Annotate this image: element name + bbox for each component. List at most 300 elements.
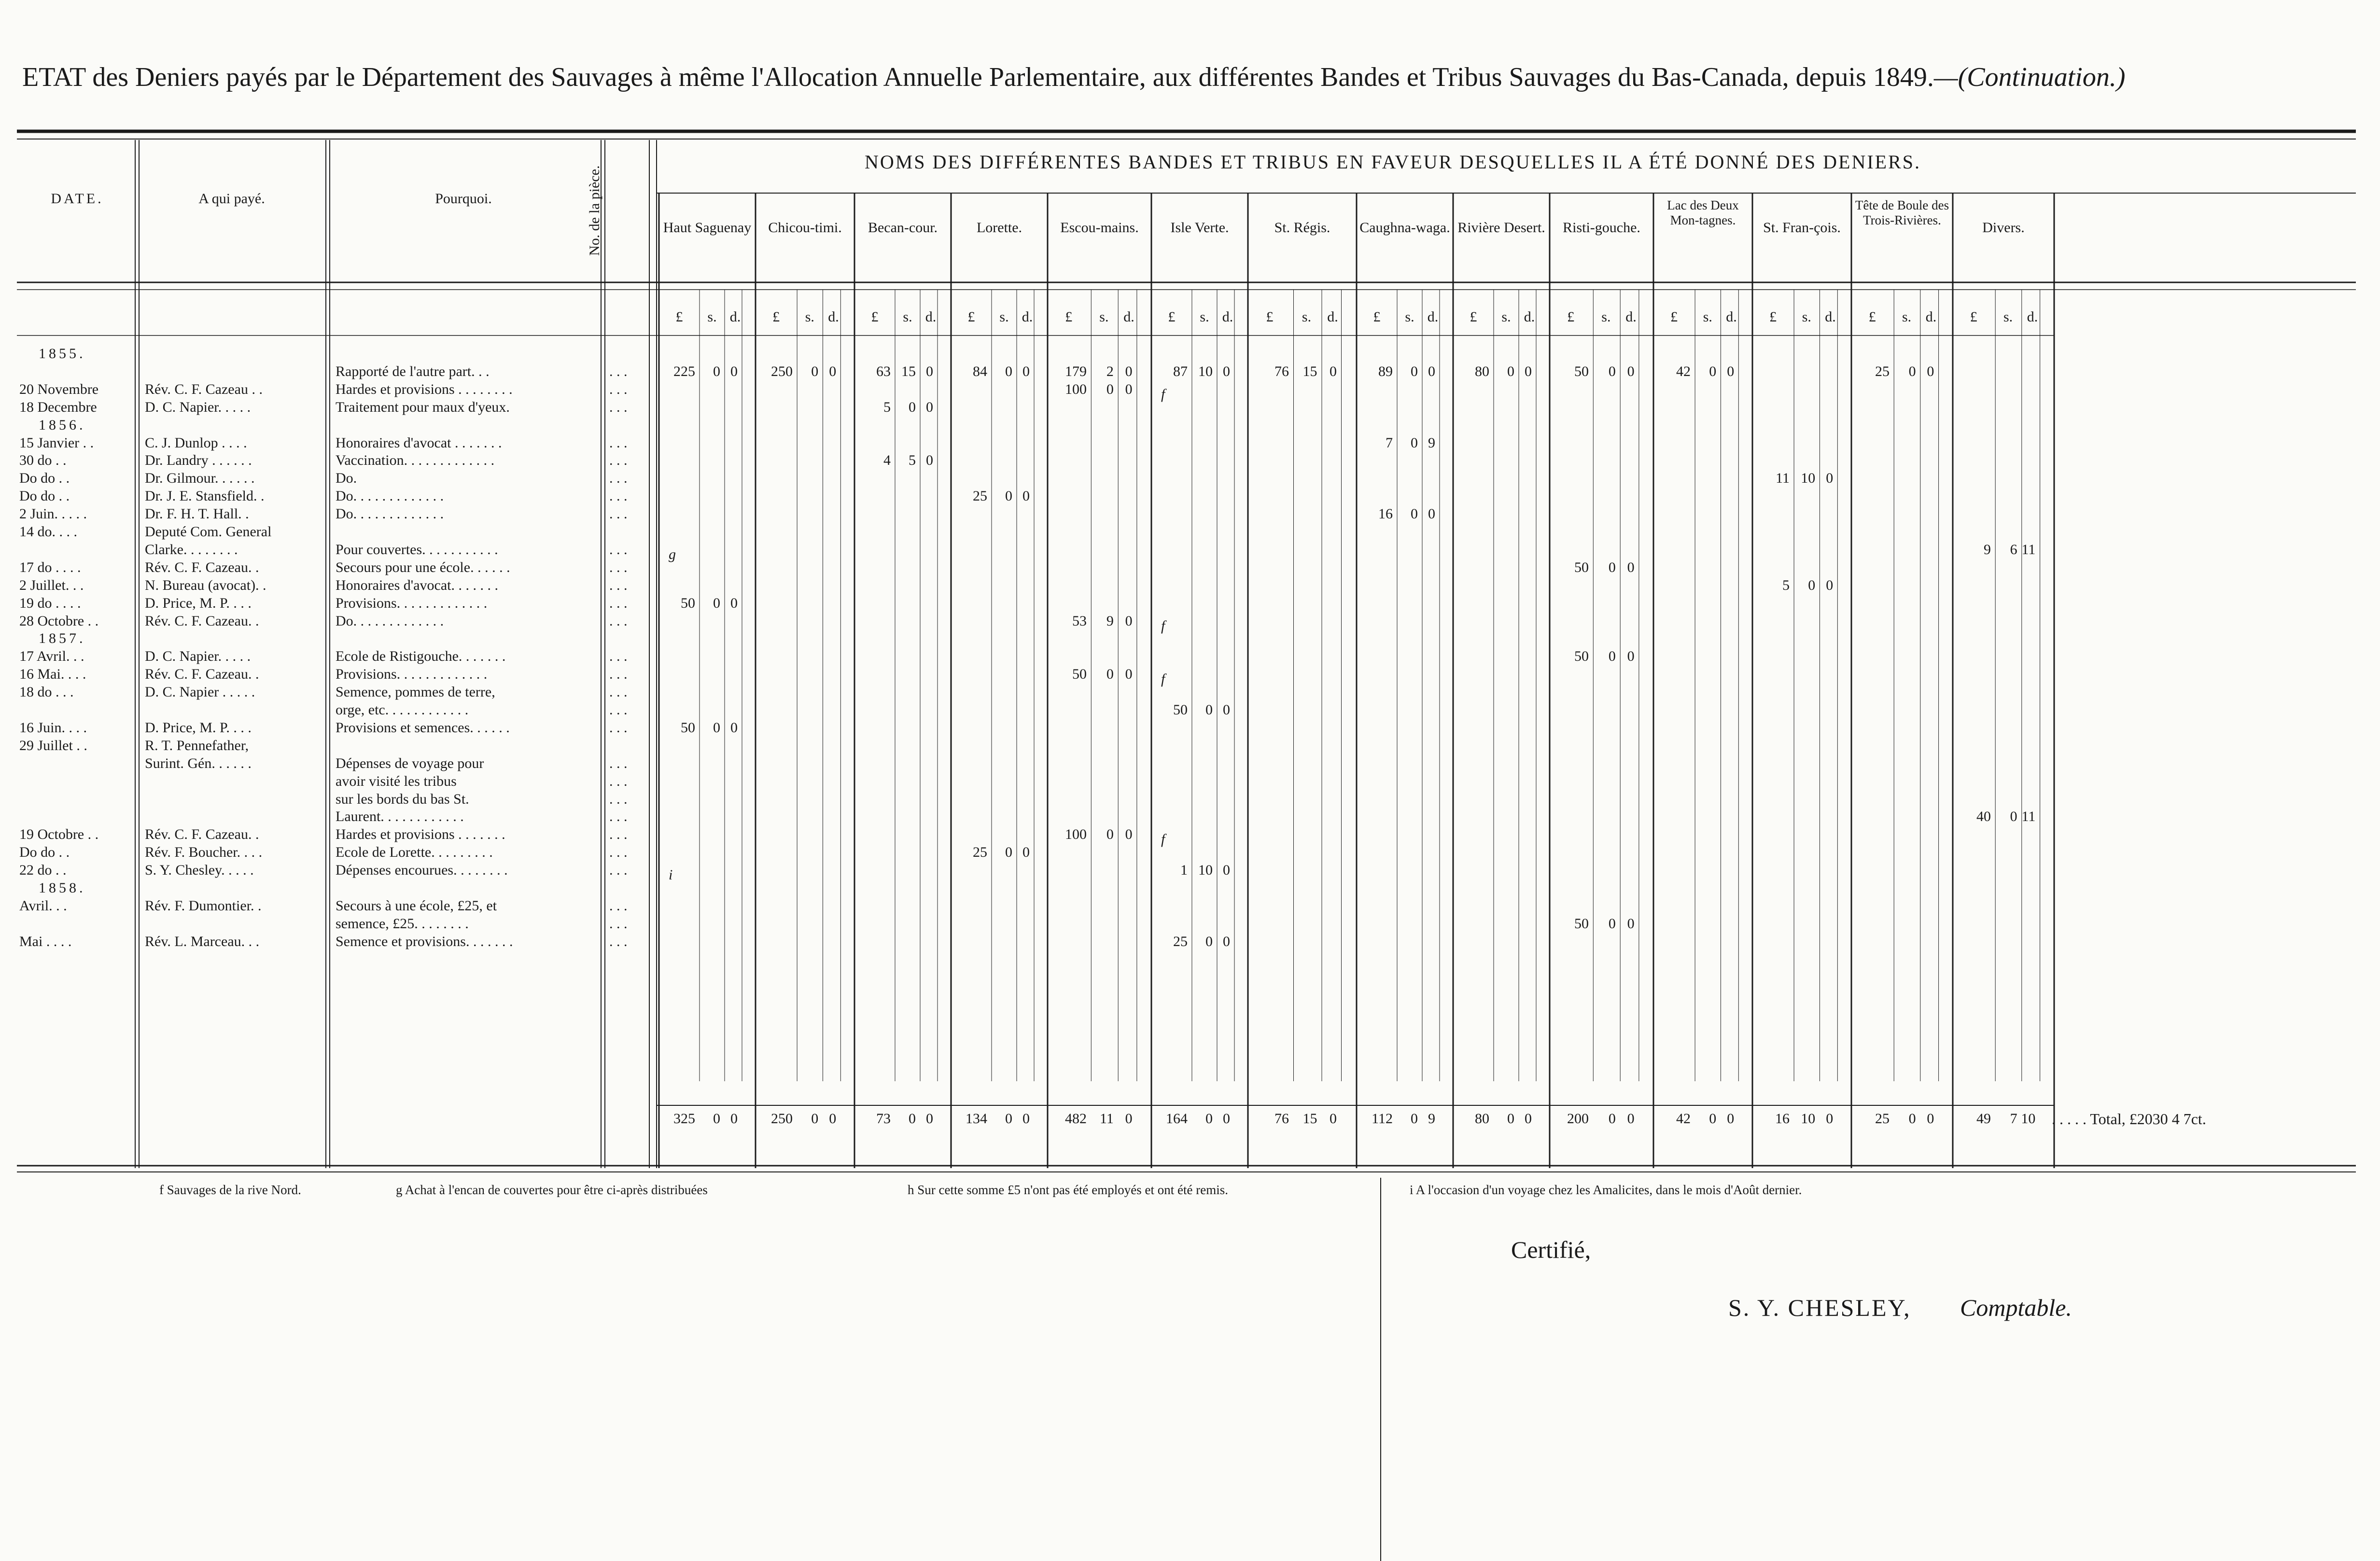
purpose-cell: Provisions et semences. . . . . . — [336, 719, 510, 736]
total-cell: 9 — [1428, 1111, 1435, 1127]
amount-cell: 50 — [1574, 559, 1589, 575]
unit-label: s. — [1501, 309, 1511, 325]
total-cell: 16 — [1775, 1111, 1790, 1127]
total-cell: 134 — [966, 1111, 987, 1127]
total-cell: 0 — [1525, 1111, 1532, 1127]
footnote: h Sur cette somme £5 n'ont pas été employés et ont été remis. — [908, 1183, 1228, 1197]
unit-label: s. — [1802, 309, 1811, 325]
tribes-group-title: NOMS DES DIFFÉRENTES BANDES ET TRIBUS EN FAVEUR DESQUELLES IL A ÉTÉ DONNÉ DES DENIERS. — [864, 151, 1921, 173]
amount-cell: 0 — [1627, 559, 1635, 575]
amount-cell: 0 — [1223, 933, 1230, 949]
purpose-cell: Hardes et provisions . . . . . . . . — [336, 381, 513, 397]
unit-label: £ — [1266, 309, 1274, 325]
tribe-header: Isle Verte. — [1170, 220, 1229, 236]
piece-number-cell: . . . — [609, 470, 628, 487]
amount-cell: 15 — [1302, 363, 1317, 379]
piece-number-cell: . . . — [609, 381, 628, 397]
amount-cell: 50 — [681, 719, 695, 736]
purpose-cell: Traitement pour maux d'yeux. — [336, 399, 510, 415]
amount-cell: 10 — [1801, 470, 1816, 487]
amount-cell: 0 — [1125, 826, 1133, 843]
total-cell: 0 — [1330, 1111, 1337, 1127]
unit-label: d. — [925, 309, 937, 325]
amount-cell: 0 — [1428, 506, 1435, 522]
amount-cell: 0 — [1808, 577, 1816, 593]
paid-to-cell: D. C. Napier. . . . . — [145, 648, 251, 665]
piece-number-cell: . . . — [609, 613, 628, 629]
amount-cell: 0 — [1627, 363, 1635, 379]
total-cell: 10 — [1801, 1111, 1816, 1127]
unit-label: d. — [1327, 309, 1338, 325]
paid-to-cell: D. C. Napier . . . . . — [145, 684, 255, 700]
purpose-cell: sur les bords du bas St. — [336, 791, 469, 807]
paid-to-cell: Rév. L. Marceau. . . — [145, 933, 260, 949]
date-cell: 2 Juillet. . . — [19, 577, 84, 593]
amount-cell: 0 — [730, 719, 738, 736]
total-cell: 42 — [1676, 1111, 1691, 1127]
amount-cell: 0 — [713, 363, 720, 379]
purpose-cell: avoir visité les tribus — [336, 773, 457, 789]
date-cell: 14 do. . . . — [19, 524, 77, 540]
amount-cell: 15 — [901, 363, 916, 379]
total-cell: 76 — [1274, 1111, 1289, 1127]
total-cell: 0 — [1608, 1111, 1616, 1127]
unit-label: s. — [1099, 309, 1109, 325]
amount-cell: 9 — [1984, 541, 1991, 558]
piece-number-cell: . . . — [609, 363, 628, 379]
purpose-cell: Ecole de Lorette. . . . . . . . . — [336, 844, 493, 861]
paid-to-cell: Rév. C. F. Cazeau. . — [145, 666, 259, 683]
amount-cell: 179 — [1065, 363, 1087, 379]
paid-to-cell: Dr. F. H. T. Hall. . — [145, 506, 249, 522]
tribe-header: Tête de Boule des Trois-Rivières. — [1855, 198, 1949, 228]
amount-cell: 25 — [973, 844, 987, 861]
amount-cell: 10 — [1198, 363, 1213, 379]
paid-to-header: A qui payé. — [198, 191, 265, 207]
piece-number-cell: . . . — [609, 666, 628, 683]
amount-cell: 0 — [1205, 702, 1213, 718]
unit-label: s. — [999, 309, 1009, 325]
amount-cell: 0 — [1005, 844, 1012, 861]
amount-cell: 0 — [730, 595, 738, 611]
purpose-header: Pourquoi. — [435, 191, 492, 207]
unit-label: £ — [1168, 309, 1176, 325]
total-cell: 73 — [876, 1111, 891, 1127]
paid-to-cell: Dr. J. E. Stansfield. . — [145, 488, 265, 504]
amount-cell: 87 — [1173, 363, 1188, 379]
unit-label: £ — [1567, 309, 1575, 325]
purpose-cell: Do. — [336, 470, 357, 487]
total-cell: 0 — [1022, 1111, 1030, 1127]
purpose-cell: orge, etc. . . . . . . . . . . . — [336, 702, 469, 718]
amount-cell: 0 — [1608, 363, 1616, 379]
date-cell: 16 Mai. . . . — [19, 666, 86, 683]
unit-label: s. — [1405, 309, 1414, 325]
amount-cell: 0 — [1125, 381, 1133, 397]
amount-cell: 0 — [829, 363, 837, 379]
amount-cell: 0 — [713, 719, 720, 736]
paid-to-cell: Deputé Com. General — [145, 524, 272, 540]
amount-cell: 0 — [1223, 862, 1230, 878]
date-cell: 19 do . . . . — [19, 595, 81, 611]
purpose-cell: Dépenses de voyage pour — [336, 755, 484, 771]
tribe-header: Becan-cour. — [868, 220, 938, 236]
signatory-role: Comptable. — [1960, 1294, 2072, 1321]
amount-cell: 63 — [876, 363, 891, 379]
purpose-cell: Dépenses encourues. . . . . . . . — [336, 862, 508, 878]
amount-cell: 2 — [1106, 363, 1114, 379]
total-cell: 0 — [811, 1111, 819, 1127]
paid-to-cell: D. Price, M. P. . . . — [145, 719, 252, 736]
total-cell: 25 — [1875, 1111, 1890, 1127]
piece-number-header: No. de la pièce. — [587, 165, 602, 256]
piece-number-cell: . . . — [609, 773, 628, 789]
paid-to-cell: S. Y. Chesley. . . . . — [145, 862, 254, 878]
unit-label: s. — [707, 309, 717, 325]
total-cell: 325 — [673, 1111, 695, 1127]
purpose-cell: Ecole de Ristigouche. . . . . . . — [336, 648, 506, 665]
amount-cell: 0 — [1411, 434, 1418, 451]
unit-label: d. — [1925, 309, 1937, 325]
amount-cell: 84 — [973, 363, 987, 379]
amount-cell: 50 — [1574, 915, 1589, 932]
purpose-cell: Do. . . . . . . . . . . . . — [336, 506, 444, 522]
amount-cell: 0 — [926, 399, 933, 415]
amount-cell: 0 — [1330, 363, 1337, 379]
paid-to-cell: Rév. C. F. Cazeau. . — [145, 613, 259, 629]
piece-number-cell: . . . — [609, 506, 628, 522]
total-cell: 0 — [1709, 1111, 1717, 1127]
amount-cell: 0 — [926, 452, 933, 469]
total-cell: 0 — [730, 1111, 738, 1127]
amount-cell: 0 — [1205, 933, 1213, 949]
piece-number-cell: . . . — [609, 559, 628, 575]
amount-cell: 9 — [1106, 613, 1114, 629]
tribe-header: Lorette. — [976, 220, 1022, 236]
unit-label: s. — [1703, 309, 1712, 325]
amount-cell: 7 — [1386, 434, 1393, 451]
total-cell: 11 — [1100, 1111, 1114, 1127]
piece-number-cell: . . . — [609, 684, 628, 700]
amount-cell: 0 — [1411, 506, 1418, 522]
amount-cell: 0 — [1927, 363, 1934, 379]
total-cell: 0 — [1927, 1111, 1934, 1127]
paid-to-cell: Rév. C. F. Cazeau. . — [145, 559, 259, 575]
total-cell: 10 — [2021, 1111, 2036, 1127]
paid-to-cell: Clarke. . . . . . . . — [145, 541, 238, 558]
piece-number-cell: . . . — [609, 719, 628, 736]
amount-cell: 0 — [1125, 363, 1133, 379]
amount-cell: 0 — [1125, 666, 1133, 683]
title-main: ETAT des Deniers payés par le Département des Sauvages à même l'Allocation Annuelle Parlementaire, aux différentes Bandes et Tribus Sauvages du Bas-Canada, depuis 1849. — [22, 62, 1934, 92]
footnote-mark: i — [669, 867, 673, 883]
amount-cell: 4 — [883, 452, 891, 469]
amount-cell: 0 — [1005, 488, 1012, 504]
date-cell: 29 Juillet . . — [19, 737, 87, 753]
unit-label: d. — [1222, 309, 1233, 325]
unit-label: s. — [1200, 309, 1209, 325]
amount-cell: 11 — [2021, 808, 2036, 825]
piece-number-cell: . . . — [609, 862, 628, 878]
footnote-mark: f — [1161, 617, 1165, 634]
amount-cell: 25 — [1173, 933, 1188, 949]
paid-to-cell: D. C. Napier. . . . . — [145, 399, 251, 415]
purpose-cell: Semence et provisions. . . . . . . — [336, 933, 513, 949]
amount-cell: 5 — [1782, 577, 1790, 593]
amount-cell: 0 — [811, 363, 819, 379]
tribe-header: Haut Saguenay — [663, 220, 752, 236]
amount-cell: 42 — [1676, 363, 1691, 379]
year-label: 1858. — [39, 880, 86, 896]
amount-cell: 5 — [909, 452, 916, 469]
total-cell: 0 — [1005, 1111, 1012, 1127]
footnote-mark: f — [1161, 386, 1165, 402]
amount-cell: 50 — [1574, 648, 1589, 665]
paid-to-cell: C. J. Dunlop . . . . — [145, 434, 247, 451]
unit-label: d. — [1524, 309, 1535, 325]
unit-label: d. — [1427, 309, 1439, 325]
unit-label: £ — [675, 309, 683, 325]
year-label: 1857. — [39, 630, 86, 647]
amount-cell: 0 — [1608, 915, 1616, 932]
grand-total: . . . . . Total, £2030 4 7ct. — [2052, 1110, 2206, 1128]
unit-label: £ — [1970, 309, 1977, 325]
date-cell: 15 Janvier . . — [19, 434, 94, 451]
total-cell: 0 — [1826, 1111, 1834, 1127]
purpose-cell: Do. . . . . . . . . . . . . — [336, 613, 444, 629]
amount-cell: 11 — [1776, 470, 1790, 487]
unit-label: d. — [1625, 309, 1637, 325]
date-cell: 18 Decembre — [19, 399, 97, 415]
paid-to-cell: R. T. Pennefather, — [145, 737, 249, 753]
date-cell: 30 do . . — [19, 452, 67, 469]
paid-to-cell: Rév. C. F. Cazeau. . — [145, 826, 259, 843]
unit-label: £ — [1470, 309, 1477, 325]
piece-number-cell: . . . — [609, 915, 628, 932]
amount-cell: 25 — [1875, 363, 1890, 379]
total-cell: 0 — [1223, 1111, 1230, 1127]
purpose-cell: Secours à une école, £25, et — [336, 897, 497, 914]
date-cell: Do do . . — [19, 488, 70, 504]
date-cell: 18 do . . . — [19, 684, 74, 700]
amount-cell: 0 — [1709, 363, 1717, 379]
tribe-header: Rivière Desert. — [1457, 220, 1545, 236]
amount-cell: 89 — [1378, 363, 1393, 379]
amount-cell: 225 — [673, 363, 695, 379]
amount-cell: 0 — [909, 399, 916, 415]
amount-cell: 0 — [1608, 648, 1616, 665]
amount-cell: 0 — [1022, 844, 1030, 861]
total-cell: 200 — [1567, 1111, 1589, 1127]
paid-to-cell: Surint. Gén. . . . . . — [145, 755, 252, 771]
piece-number-cell: . . . — [609, 399, 628, 415]
tribe-header: St. Fran-çois. — [1763, 220, 1841, 236]
amount-cell: 40 — [1976, 808, 1991, 825]
tribe-header: Divers. — [1982, 220, 2025, 236]
paid-to-cell: Rév. F. Dumontier. . — [145, 897, 262, 914]
amount-cell: 0 — [1022, 363, 1030, 379]
year-label: 1855. — [39, 346, 86, 362]
total-cell: 0 — [1411, 1111, 1418, 1127]
amount-cell: 0 — [713, 595, 720, 611]
total-cell: 112 — [1372, 1111, 1393, 1127]
total-cell: 0 — [713, 1111, 720, 1127]
total-cell: 0 — [909, 1111, 916, 1127]
amount-cell: 0 — [1627, 915, 1635, 932]
amount-cell: 0 — [1525, 363, 1532, 379]
piece-number-cell: . . . — [609, 648, 628, 665]
total-cell: 0 — [1125, 1111, 1133, 1127]
tribe-header: Lac des Deux Mon-tagnes. — [1667, 198, 1739, 228]
paid-to-cell: Rév. F. Boucher. . . . — [145, 844, 263, 861]
date-cell: 19 Octobre . . — [19, 826, 99, 843]
purpose-cell: Provisions. . . . . . . . . . . . . — [336, 666, 488, 683]
date-cell: 17 Avril. . . — [19, 648, 84, 665]
amount-cell: 0 — [1106, 381, 1114, 397]
tribe-header: Caughna-waga. — [1359, 220, 1450, 236]
amount-cell: 0 — [1106, 666, 1114, 683]
piece-number-cell: . . . — [609, 791, 628, 807]
amount-cell: 0 — [1908, 363, 1916, 379]
amount-cell: 250 — [771, 363, 793, 379]
piece-number-cell: . . . — [609, 897, 628, 914]
date-cell: Do do . . — [19, 844, 70, 861]
footnote: i A l'occasion d'un voyage chez les Amalicites, dans le mois d'Août dernier. — [1410, 1183, 1802, 1197]
amount-cell: 53 — [1072, 613, 1087, 629]
amount-cell: 0 — [1125, 613, 1133, 629]
footnote: f Sauvages de la rive Nord. — [159, 1183, 301, 1197]
amount-cell: 25 — [973, 488, 987, 504]
date-cell: 16 Juin. . . . — [19, 719, 87, 736]
piece-number-cell: . . . — [609, 577, 628, 593]
unit-label: d. — [1123, 309, 1134, 325]
purpose-cell: Laurent. . . . . . . . . . . . — [336, 808, 464, 825]
amount-cell: 50 — [1173, 702, 1188, 718]
purpose-cell: Do. . . . . . . . . . . . . — [336, 488, 444, 504]
amount-cell: 50 — [1072, 666, 1087, 683]
unit-label: £ — [1373, 309, 1381, 325]
amount-cell: 0 — [1826, 577, 1834, 593]
unit-label: s. — [903, 309, 912, 325]
unit-label: s. — [2003, 309, 2013, 325]
tribe-header: Risti-gouche. — [1563, 220, 1640, 236]
unit-label: £ — [772, 309, 780, 325]
date-header: DATE. — [51, 191, 104, 207]
amount-cell: 50 — [1574, 363, 1589, 379]
amount-cell: 0 — [1223, 363, 1230, 379]
amount-cell: 1 — [1180, 862, 1188, 878]
amount-cell: 0 — [1627, 648, 1635, 665]
paid-to-cell: Dr. Landry . . . . . . — [145, 452, 252, 469]
tribe-header: Chicou-timi. — [768, 220, 842, 236]
tribe-header: Escou-mains. — [1060, 220, 1139, 236]
amount-cell: 0 — [1507, 363, 1514, 379]
total-cell: 0 — [1908, 1111, 1916, 1127]
piece-number-cell: . . . — [609, 933, 628, 949]
date-cell: 2 Juin. . . . . — [19, 506, 87, 522]
piece-number-cell: . . . — [609, 595, 628, 611]
unit-label: d. — [1825, 309, 1836, 325]
piece-number-cell: . . . — [609, 452, 628, 469]
total-cell: 7 — [2010, 1111, 2017, 1127]
unit-label: £ — [1065, 309, 1073, 325]
total-cell: 482 — [1065, 1111, 1087, 1127]
amount-cell: 0 — [1022, 488, 1030, 504]
piece-number-cell: . . . — [609, 808, 628, 825]
unit-label: s. — [1902, 309, 1912, 325]
date-cell: 17 do . . . . — [19, 559, 81, 575]
date-cell: 20 Novembre — [19, 381, 99, 397]
amount-cell: 0 — [1826, 470, 1834, 487]
amount-cell: 0 — [1727, 363, 1735, 379]
total-cell: 0 — [926, 1111, 933, 1127]
purpose-cell: Provisions. . . . . . . . . . . . . — [336, 595, 488, 611]
purpose-cell: Honoraires d'avocat. . . . . . . — [336, 577, 498, 593]
amount-cell: 0 — [1608, 559, 1616, 575]
title-continuation: —(Continuation.) — [1933, 62, 2126, 92]
purpose-cell: Rapporté de l'autre part. . . — [336, 363, 490, 379]
unit-label: £ — [1769, 309, 1777, 325]
footnote: g Achat à l'encan de couvertes pour être ci-après distribuées — [396, 1183, 708, 1197]
purpose-cell: Hardes et provisions . . . . . . . — [336, 826, 505, 843]
amount-cell: 0 — [1411, 363, 1418, 379]
piece-number-cell: . . . — [609, 844, 628, 861]
amount-cell: 0 — [1428, 363, 1435, 379]
piece-number-cell: . . . — [609, 488, 628, 504]
piece-number-cell: . . . — [609, 826, 628, 843]
piece-number-cell: . . . — [609, 434, 628, 451]
total-cell: 0 — [1205, 1111, 1213, 1127]
total-cell: 15 — [1302, 1111, 1317, 1127]
purpose-cell: Semence, pommes de terre, — [336, 684, 495, 700]
piece-number-cell: . . . — [609, 702, 628, 718]
piece-number-cell: . . . — [609, 755, 628, 771]
amount-cell: 5 — [883, 399, 891, 415]
year-label: 1856. — [39, 417, 86, 433]
date-cell: 22 do . . — [19, 862, 67, 878]
total-cell: 0 — [829, 1111, 837, 1127]
total-cell: 250 — [771, 1111, 793, 1127]
amount-cell: 76 — [1274, 363, 1289, 379]
purpose-cell: Vaccination. . . . . . . . . . . . . — [336, 452, 495, 469]
footnote-mark: f — [1161, 831, 1165, 848]
purpose-cell: Pour couvertes. . . . . . . . . . . — [336, 541, 498, 558]
amount-cell: 100 — [1065, 826, 1087, 843]
amount-cell: 100 — [1065, 381, 1087, 397]
amount-cell: 16 — [1378, 506, 1393, 522]
footnote-mark: f — [1161, 671, 1165, 687]
date-cell: 28 Octobre . . — [19, 613, 99, 629]
amount-cell: 0 — [1005, 363, 1012, 379]
unit-label: s. — [805, 309, 814, 325]
amount-cell: 0 — [2010, 808, 2017, 825]
paid-to-cell: D. Price, M. P. . . . — [145, 595, 252, 611]
amount-cell: 80 — [1475, 363, 1489, 379]
unit-label: s. — [1601, 309, 1611, 325]
date-cell: Do do . . — [19, 470, 70, 487]
footnote-mark: g — [669, 546, 676, 562]
total-cell: 164 — [1166, 1111, 1188, 1127]
certified-text: Certifié, — [1511, 1236, 1591, 1263]
amount-cell: 0 — [1106, 826, 1114, 843]
amount-cell: 50 — [681, 595, 695, 611]
unit-label: d. — [2027, 309, 2038, 325]
unit-label: d. — [1726, 309, 1737, 325]
amount-cell: 6 — [2010, 541, 2017, 558]
unit-label: £ — [1868, 309, 1876, 325]
unit-label: £ — [1670, 309, 1678, 325]
amount-cell: 10 — [1198, 862, 1213, 878]
